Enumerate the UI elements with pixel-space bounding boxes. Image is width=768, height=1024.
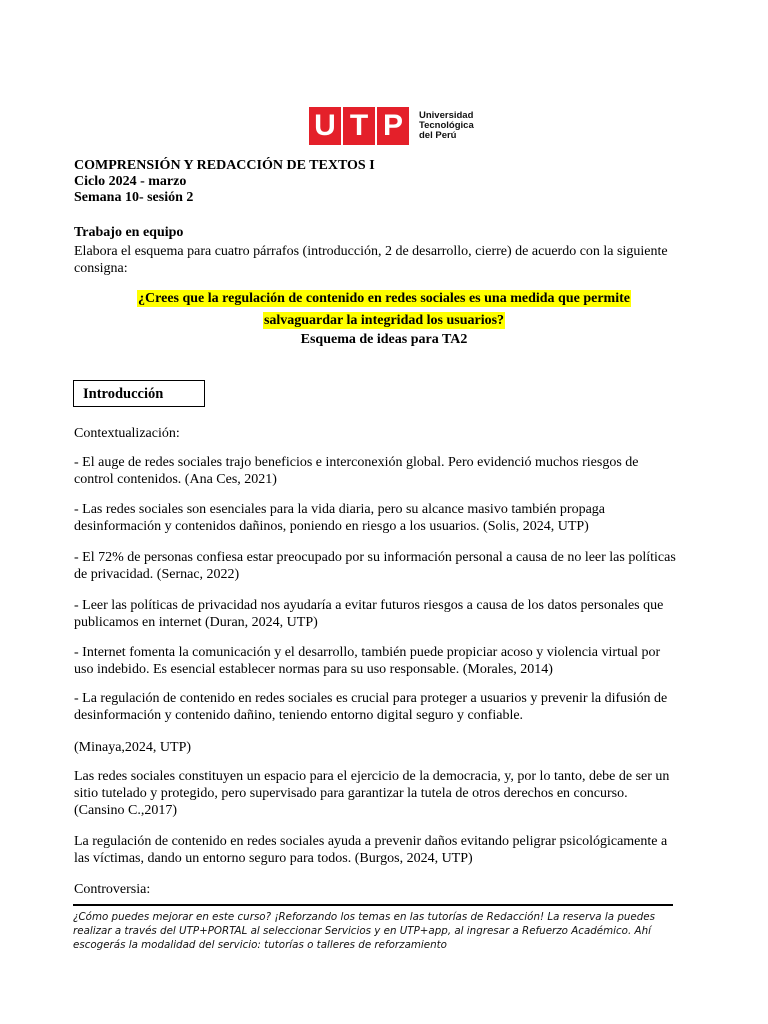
paragraph-6: - La regulación de contenido en redes sociales es crucial para proteger a usuarios y prevenir la difusión de desinformación y contenido dañino, teniendo entorno digital seguro y confiable.: [74, 691, 668, 723]
logo-letter-p: P: [377, 107, 409, 145]
course-week: Semana 10- sesión 2: [74, 190, 194, 205]
question-line-1: ¿Crees que la regulación de contenido en redes sociales es una medida que permite: [138, 291, 630, 306]
logo-letter-u: U: [309, 107, 341, 145]
task-title: Trabajo en equipo: [74, 225, 184, 240]
footer-note: ¿Cómo puedes mejorar en este curso? ¡Reforzando los temas en las tutorías de Redacción! La reserva la puedes realizar a través del UTP+PORTAL al seleccionar Servicios y en UTP+app, al ingresar a Refuerzo Académico. Ahí escogerás la modalidad del servicio: tutorías o talleres de reforzamiento: [73, 911, 655, 951]
paragraph-9: La regulación de contenido en redes sociales ayuda a prevenir daños evitando peligrar psicológicamente a las víctimas, dando un entorno seguro para todos. (Burgos, 2024, UTP): [74, 834, 668, 866]
section-label-introduccion: Introducción: [73, 380, 205, 407]
highlighted-question: [74, 288, 694, 332]
utp-logo: [309, 107, 474, 145]
logo-university-name: [419, 111, 474, 141]
paragraph-8: Las redes sociales constituyen un espacio para el ejercicio de la democracia, y, por lo tanto, debe de ser un sitio tutelado y protegido, pero supervisado para garantizar la tutela de otros derechos en concurso. (Cansino C.,2017): [74, 769, 670, 818]
course-cycle: Ciclo 2024 - marzo: [74, 174, 187, 189]
paragraph-2: - Las redes sociales son esenciales para la vida diaria, pero su alcance masivo también propaga desinformación y contenidos dañinos, poniendo en riesgo a los usuarios. (Solis, 2024, UTP): [74, 502, 606, 534]
paragraph-1: - El auge de redes sociales trajo beneficios e interconexión global. Pero evidenció muchos riesgos de control contenidos. (Ana Ces, 2021): [74, 455, 639, 487]
controversia-label: Controversia:: [74, 882, 151, 897]
paragraph-7-citation: (Minaya,2024, UTP): [74, 740, 192, 755]
paragraph-4: - Leer las políticas de privacidad nos ayudaría a evitar futuros riesgos a causa de los datos personales que publicamos en internet (Duran, 2024, UTP): [74, 598, 664, 630]
footer-divider: [73, 904, 673, 906]
schema-title: Esquema de ideas para TA2: [300, 332, 468, 347]
question-line-2: salvaguardar la integridad los usuarios?: [263, 313, 505, 328]
logo-letter-t: T: [343, 107, 375, 145]
logo-text-line-3: del Perú: [419, 130, 457, 141]
course-header: [74, 158, 375, 206]
paragraph-5: - Internet fomenta la comunicación y el desarrollo, también puede propiciar acoso y violencia virtual por uso indebido. Es esencial establecer normas para su uso responsable. (Morales, 2014): [74, 645, 661, 677]
course-name: COMPRENSIÓN Y REDACCIÓN DE TEXTOS I: [74, 158, 375, 173]
task-description: Elabora el esquema para cuatro párrafos (introducción, 2 de desarrollo, cierre) de acuerdo con la siguiente consigna:: [74, 244, 668, 276]
logo-text-line-2: Tecnológica: [419, 120, 474, 131]
contextualizacion-label: Contextualización:: [74, 426, 180, 441]
paragraph-3: - El 72% de personas confiesa estar preocupado por su información personal a causa de no leer las políticas de privacidad. (Sernac, 2022): [74, 550, 676, 582]
logo-text-line-1: Universidad: [419, 110, 474, 121]
